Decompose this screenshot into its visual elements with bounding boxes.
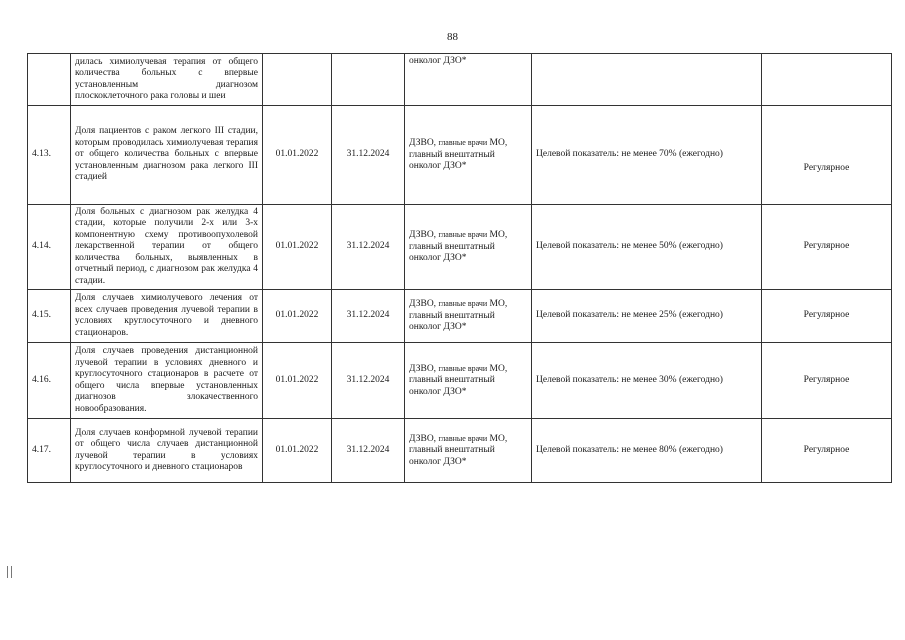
start-date	[263, 54, 332, 106]
responsible-rest: МО, главный внештатный онколог ДЗО*	[409, 299, 508, 333]
target-indicator: Целевой показатель: не менее 25% (ежегодно)	[532, 290, 762, 343]
responsible-cell	[405, 205, 532, 290]
responsible-text: ДЗВО,	[409, 299, 439, 310]
row-number	[28, 54, 71, 106]
end-date	[332, 54, 405, 106]
row-number: 4.14.	[28, 205, 71, 290]
end-date: 31.12.2024	[332, 106, 405, 205]
periodicity: Регулярное	[762, 106, 892, 205]
indicator-description: Доля случаев конформной лучевой терапии от общего числа случаев дистанционной лучевой терапии в условиях круглосуточного и дневного стационаров	[71, 419, 263, 483]
responsible-small: главные врачи	[438, 433, 488, 443]
target-indicator: Целевой показатель: не менее 50% (ежегодно)	[532, 205, 762, 290]
responsible-rest: МО, главный внештатный онколог ДЗО*	[409, 433, 508, 467]
target-indicator: Целевой показатель: не менее 80% (ежегодно)	[532, 419, 762, 483]
responsible-cell	[405, 106, 532, 205]
end-date: 31.12.2024	[332, 290, 405, 343]
periodicity	[762, 54, 892, 106]
end-date: 31.12.2024	[332, 419, 405, 483]
start-date: 01.01.2022	[263, 205, 332, 290]
target-indicator: Целевой показатель: не менее 70% (ежегодно)	[532, 106, 762, 205]
start-date: 01.01.2022	[263, 419, 332, 483]
table-row	[28, 343, 892, 419]
row-number: 4.17.	[28, 419, 71, 483]
responsible-small: главные врачи	[438, 230, 488, 240]
indicator-description: Доля случаев проведения дистанционной лучевой терапии в условиях дневного и круглосуточного стационаров в расчете от общего числа впервые установленных диагнозов злокачественного новообразования.	[71, 343, 263, 419]
table-row	[28, 205, 892, 290]
indicator-description: Доля случаев химиолучевого лечения от всех случаев проведения лучевой терапии в условиях круглосуточного и дневного стационаров.	[71, 290, 263, 343]
responsible-small: главные врачи	[438, 363, 488, 373]
periodicity: Регулярное	[762, 343, 892, 419]
measures-table	[27, 53, 892, 483]
indicator-description: дилась химиолучевая терапия от общего количества больных с впервые установленным диагнозом плоскоклеточного рака головы и шеи	[71, 54, 263, 106]
margin-mark	[7, 566, 12, 578]
responsible-text: ДЗВО,	[409, 363, 439, 374]
start-date: 01.01.2022	[263, 290, 332, 343]
responsible-small: главные врачи	[438, 299, 488, 309]
responsible-text: онколог ДЗО*	[409, 56, 467, 66]
responsible-cell	[405, 343, 532, 419]
target-indicator	[532, 54, 762, 106]
periodicity: Регулярное	[762, 205, 892, 290]
table-row	[28, 54, 892, 106]
periodicity: Регулярное	[762, 290, 892, 343]
target-indicator: Целевой показатель: не менее 30% (ежегодно)	[532, 343, 762, 419]
responsible-cell	[405, 54, 532, 106]
table-row	[28, 290, 892, 343]
start-date: 01.01.2022	[263, 106, 332, 205]
periodicity: Регулярное	[762, 419, 892, 483]
responsible-rest: МО, главный внештатный онколог ДЗО*	[409, 138, 508, 172]
responsible-rest: МО, главный внештатный онколог ДЗО*	[409, 363, 508, 397]
responsible-cell	[405, 419, 532, 483]
responsible-small: главные врачи	[438, 138, 488, 148]
responsible-text: ДЗВО,	[409, 230, 439, 241]
page-number: 88	[447, 31, 458, 43]
indicator-description: Доля пациентов с раком легкого III стадии, которым проводилась химиолучевая терапия от общего количества больных с впервые установленным диагнозом рака легкого III стадией	[71, 106, 263, 205]
end-date: 31.12.2024	[332, 343, 405, 419]
row-number: 4.15.	[28, 290, 71, 343]
indicator-description: Доля больных с диагнозом рак желудка 4 стадии, которые получили 2-х или 3-х компонентную схему противоопухолевой лекарственной терапии от общего количества больных, выявленных в отчетный период, с диагнозом рак желудка 4 стадии.	[71, 205, 263, 290]
end-date: 31.12.2024	[332, 205, 405, 290]
row-number: 4.13.	[28, 106, 71, 205]
row-number: 4.16.	[28, 343, 71, 419]
responsible-text: ДЗВО,	[409, 433, 439, 444]
start-date: 01.01.2022	[263, 343, 332, 419]
responsible-rest: МО, главный внештатный онколог ДЗО*	[409, 230, 508, 264]
table-row	[28, 419, 892, 483]
responsible-text: ДЗВО,	[409, 138, 439, 149]
responsible-cell	[405, 290, 532, 343]
table-row	[28, 106, 892, 205]
